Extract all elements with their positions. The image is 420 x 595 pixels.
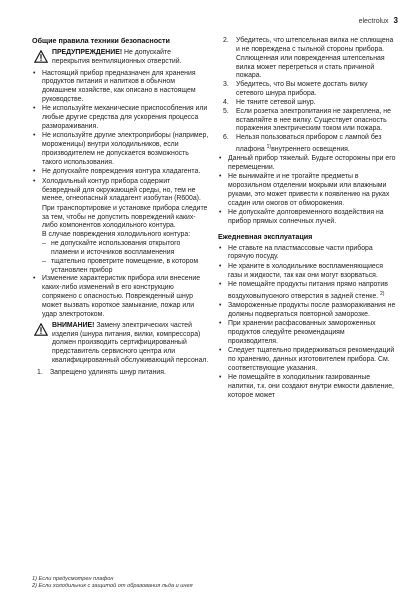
list-item: • Не допускайте долговременного воздействия на прибор прямых солнечных лучей. [218, 209, 396, 227]
list-item: • Холодильный контур прибора содержит безвредный для окружающей среды, но, тем не менее, огнеопасный хладагент изобутан (R600a). [32, 178, 210, 205]
paragraph: В случае повреждения холодильного контура: [42, 231, 191, 239]
list-item: • Не ставьте на пластмассовые части прибора горячую посуду. [218, 245, 396, 263]
list-item: • Не используйте другие электроприборы (например, мороженицы) внутри холодильников, если производителем не допускается возможность такого использования. [32, 132, 210, 167]
caution-text: Замену электрических частей изделия (шнура питания, вилки, компрессора) должен производить сертифицированный представитель сервисного центра или квалифицированный обслуживающий персонал. [52, 321, 209, 365]
item-text: Запрещено удлинять шнур питания. [50, 368, 166, 376]
section-heading-safety: Общие правила техники безопасности [32, 36, 170, 45]
left-column [32, 37, 210, 378]
item-text: Нельзя пользоваться прибором с лампой без плафона [236, 134, 382, 154]
list-item: • Замороженные продукты после размораживания не должны подвергаться повторной заморозке. [218, 302, 396, 320]
warning-triangle-icon [34, 323, 48, 336]
numbered-item [218, 99, 396, 108]
numbered-item [218, 37, 396, 81]
numbered-item [218, 134, 396, 155]
list-item: • Не помещайте в холодильник газированные напитки, т.к. они создают внутри емкости давление, которое может [218, 374, 396, 401]
item-number: 1. [37, 368, 43, 376]
list-item [218, 281, 396, 302]
warning-label: ПРЕДУПРЕЖДЕНИЕ! [52, 48, 123, 56]
numbered-item [32, 369, 210, 378]
list-item: • Не используйте механические приспособления или любые другие средства для ускорения процесса размораживания. [32, 105, 210, 132]
caution-block [34, 322, 210, 366]
dash-item: – тщательно проветрите помещение, в котором установлен прибор [32, 258, 210, 276]
item-number: 4. [223, 98, 229, 106]
item-text: Не помещайте продукты питания прямо напротив воздуховыпускного отверстия в задней стенке. [228, 280, 388, 300]
dash-item: – не допускайте использования открытого пламени и источников воспламенения [32, 240, 210, 258]
list-item: • Изменение характеристик прибора или внесение каких-либо изменений в его конструкцию сопряжено с опасностью. Поврежденный шнур может вызвать короткое замыкание, пожар или удар электротоком. [32, 275, 210, 319]
item-number: 3. [223, 81, 229, 89]
footnote-ref: 1) [266, 144, 272, 151]
list-item: • При хранении расфасованных замороженных продуктов следуйте рекомендациям производителя. [218, 320, 396, 347]
list-item: • Не храните в холодильнике воспламеняющиеся газы и жидкости, так как они могут взорваться. [218, 263, 396, 281]
list-item: • Данный прибор тяжелый. Будьте осторожны при его перемещении. [218, 155, 396, 173]
footnotes [32, 576, 193, 590]
footnote-ref: 2) [380, 290, 385, 297]
page-header [359, 16, 398, 25]
list-item: • Следует тщательно придерживаться рекомендаций по хранению, данных изготовителем прибора. См. соответствующие указания. [218, 347, 396, 374]
list-item: • Настоящий прибор предназначен для хранения продуктов питания и напитков в обычном домашнем хозяйстве, как описано в настоящем руководстве. [32, 70, 210, 105]
warning-block [34, 49, 210, 67]
warning-text: Не допускайте перекрытия вентиляционных отверстий. [52, 48, 182, 65]
list-item: • Не вынимайте и не трогайте предметы в морозильном отделении мокрыми или влажными руками, это может привести к появлению на руках ссадин или ожогов от обморожения. [218, 173, 396, 208]
numbered-item [218, 108, 396, 135]
item-number: 6. [223, 134, 229, 142]
page-number: 3 [393, 16, 398, 25]
item-number: 5. [223, 107, 229, 115]
item-text: Убедитесь, что Вы можете достать вилку сетевого шнура прибора. [236, 81, 368, 98]
brand-name: electrolux [358, 18, 389, 25]
right-column [218, 37, 396, 401]
numbered-item [218, 81, 396, 99]
footnote: 1) Если предусмотрен плафон [32, 576, 114, 582]
paragraph: При транспортировке и установке прибора следите за тем, чтобы не допустить повреждений каких-либо компонентов холодильного контура. [42, 204, 208, 230]
warning-triangle-icon [34, 50, 48, 63]
item-number: 2. [223, 37, 229, 44]
item-text-tail: внутреннего освещения. [271, 146, 350, 154]
item-text: Убедитесь, что штепсельная вилка не сплющена и не повреждена с тыльной стороны прибора. Сплющенная или поврежденная штепсельная вилка может перегреться и стать причиной пожара. [236, 37, 394, 80]
section-heading-daily-use: Ежедневная эксплуатация [218, 231, 313, 241]
caution-label: ВНИМАНИЕ! [52, 321, 95, 329]
list-item: • Не допускайте повреждения контура хладагента. [32, 168, 210, 177]
item-text: Если розетка электропитания не закреплена, не вставляйте в нее вилку. Существует опасность поражения электрическим током или пожара. [236, 107, 391, 133]
footnote: 2) Если холодильник с защитой от образования льда и инея [32, 583, 193, 589]
item-text: Не тяните сетевой шнур. [236, 98, 316, 106]
